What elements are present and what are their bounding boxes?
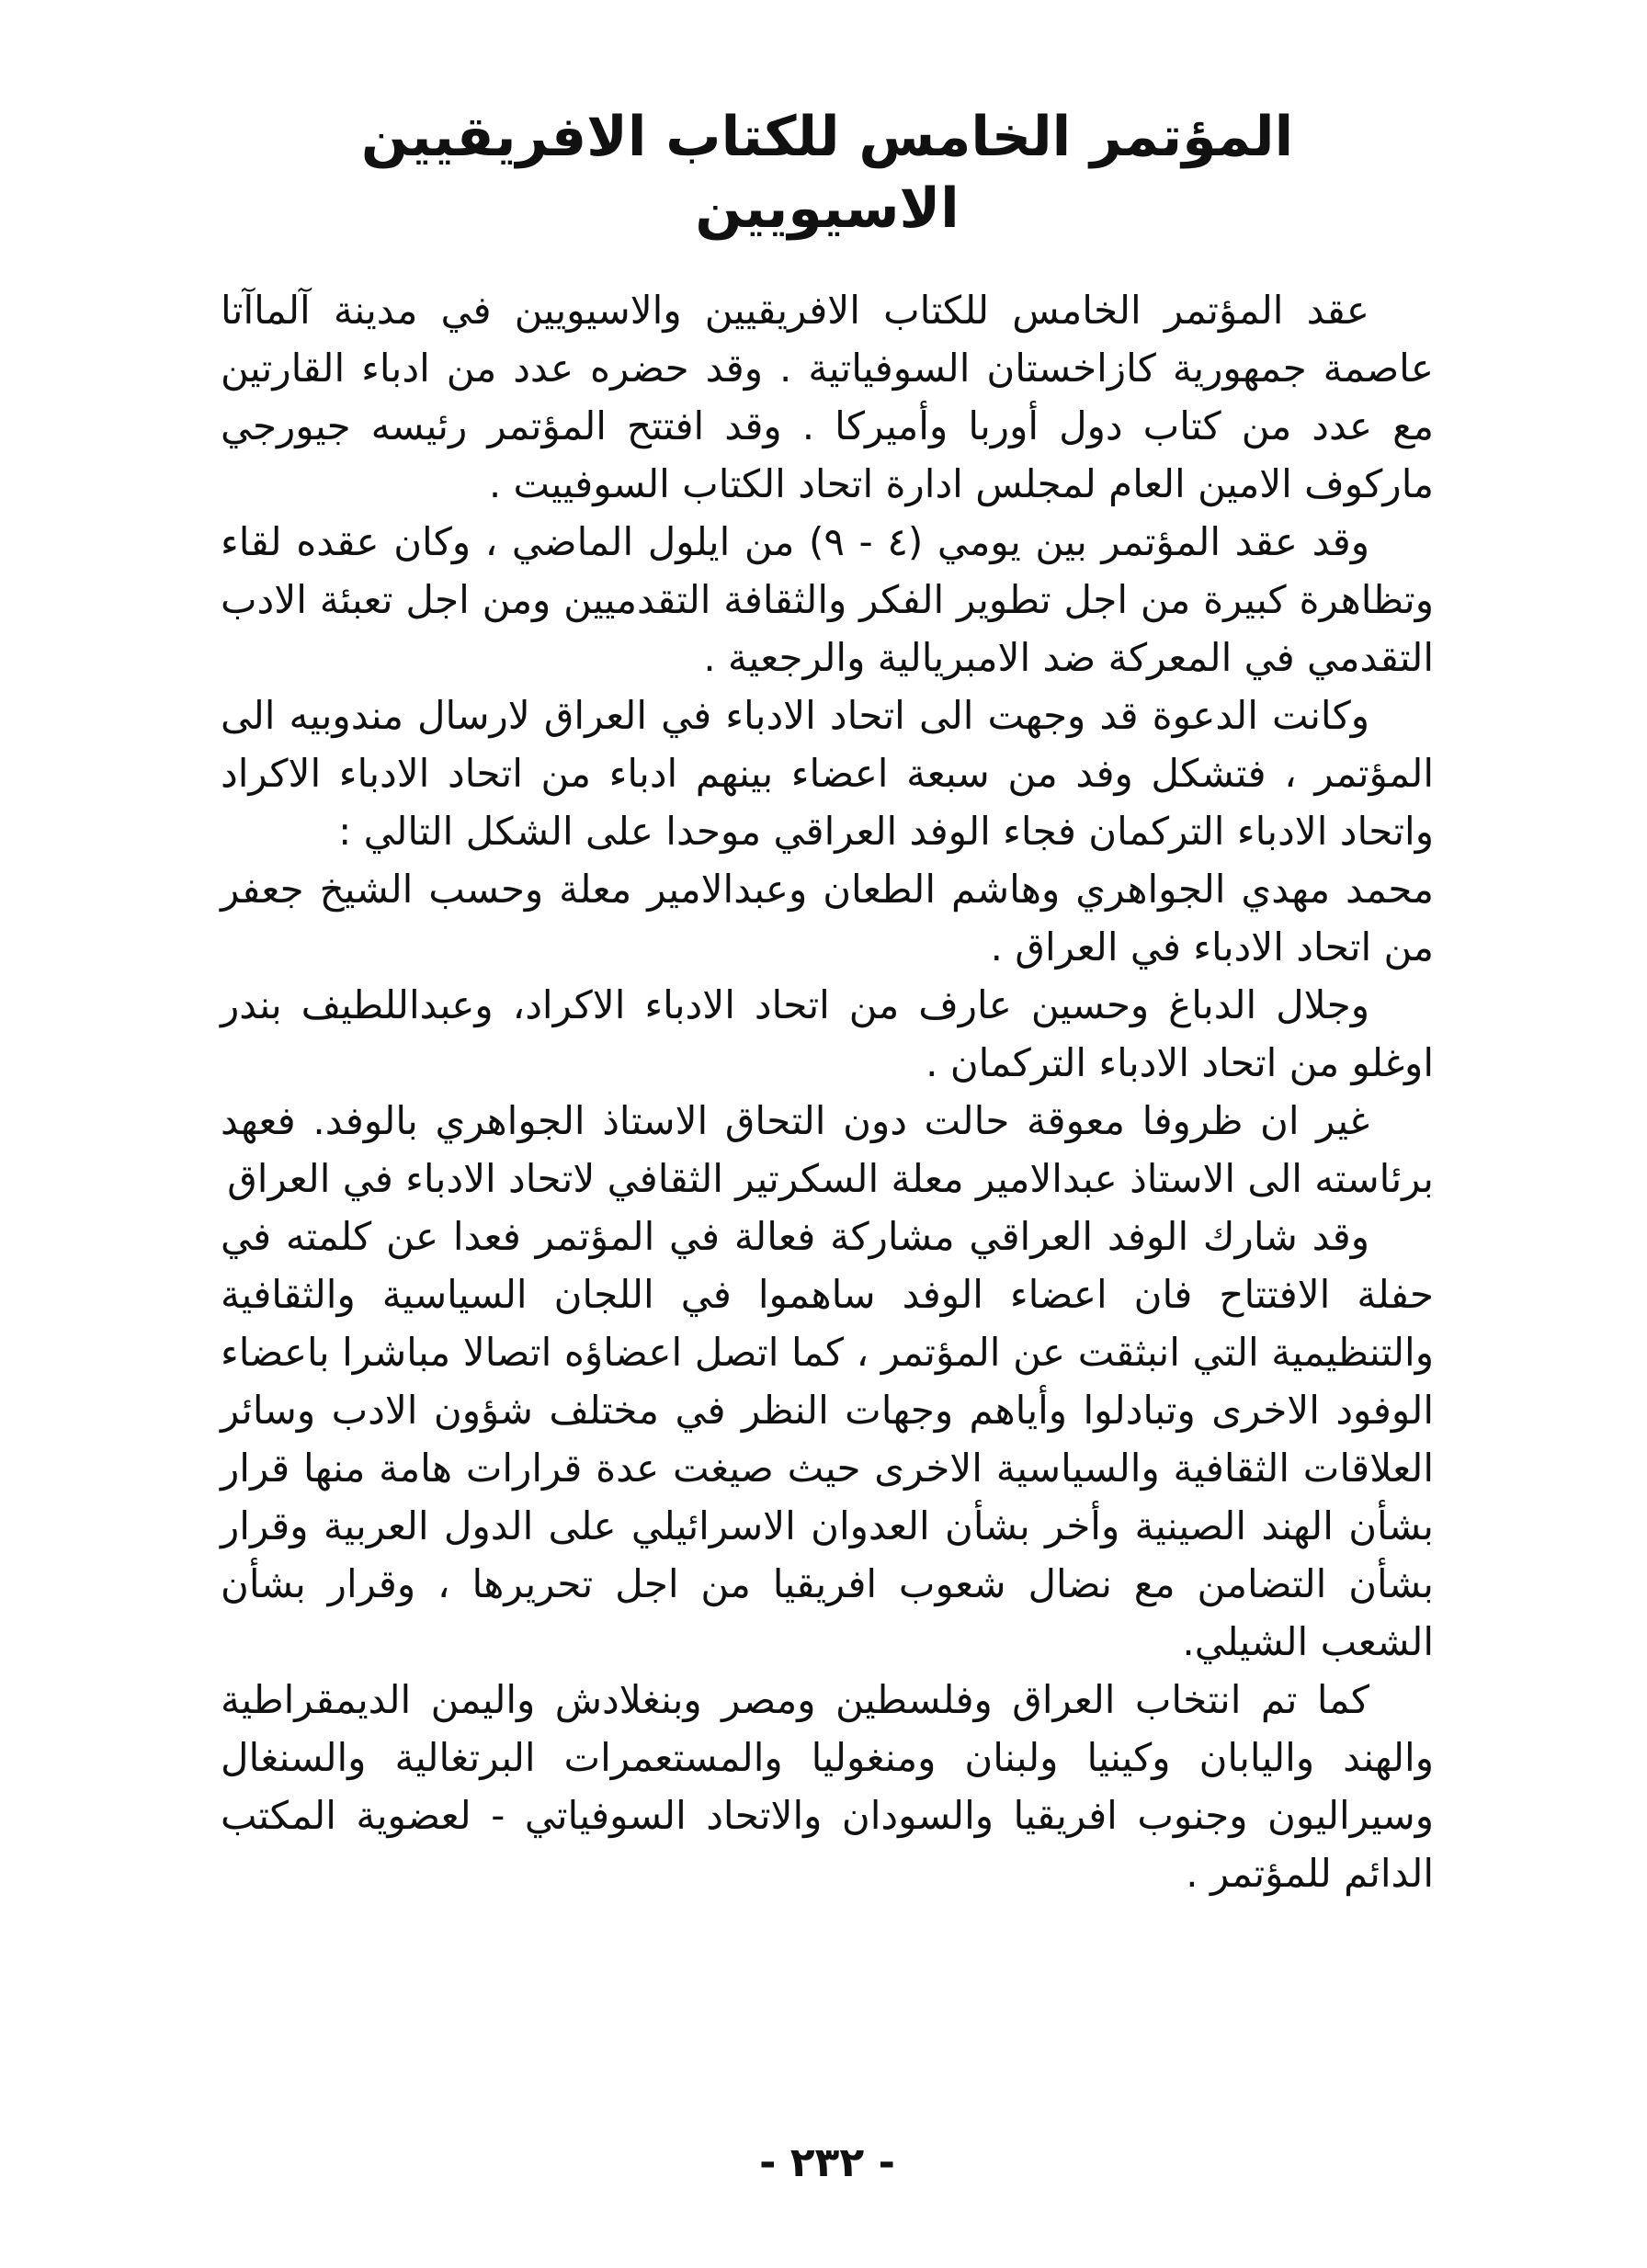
paragraph: وقد شارك الوفد العراقي مشاركة فعالة في المؤتمر فعدا عن كلمته في حفلة الافتتاح فان اعضاء الوفد ساهموا في اللجان السياسية والثقافية والتنظيمية التي انبثقت عن المؤتمر ، كما اتصل اعضاؤه اتصالا مباشرا باعضاء الوفود الاخرى وتبادلوا وأياهم وجهات النظر في مختلف شؤون الادب وسائر العلاقات الثقافية والسياسية الاخرى حيث صيغت عدة قرارات هامة منها قرار بشأن الهند الصينية وأخر بشأن العدوان الاسرائيلي على الدول العربية وقرار بشأن التضامن مع نضال شعوب افريقيا من اجل تحريرها ، وقرار بشأن الشعب الشيلي. xyxy=(221,1214,1434,1664)
article-body xyxy=(221,281,1434,1902)
paragraph: غير ان ظروفا معوقة حالت دون التحاق الاستاذ الجواهري بالوفد. فعهد برئاسته الى الاستاذ عبدالامير معلة السكرتير الثقافي لاتحاد الادباء في العراق xyxy=(221,1098,1434,1201)
article-title: المؤتمر الخامس للكتاب الافريقيين الاسيويين xyxy=(360,105,1294,241)
page-number: - ٢٣٢ - xyxy=(759,2139,895,2186)
document-page xyxy=(221,101,1434,2206)
paragraph: كما تم انتخاب العراق وفلسطين ومصر وبنغلادش واليمن الديمقراطية والهند واليابان وكينيا ولبنان ومنغوليا والمستعمرات البرتغالية والسنغال وسيراليون وجنوب افريقيا والسودان والاتحاد السوفياتي - لعضوية المكتب الدائم للمؤتمر . xyxy=(221,1677,1434,1896)
paragraph: عقد المؤتمر الخامس للكتاب الافريقيين والاسيويين في مدينة آلماآتا عاصمة جمهورية كازاخستان السوفياتية . وقد حضره عدد من ادباء القارتين مع عدد من كتاب دول أوربا وأميركا . وقد افتتح المؤتمر رئيسه جيورجي ماركوف الامين العام لمجلس ادارة اتحاد الكتاب السوفييت . xyxy=(221,288,1434,506)
paragraph: وجلال الدباغ وحسين عارف من اتحاد الادباء الاكراد، وعبداللطيف بندر اوغلو من اتحاد الادباء التركمان . xyxy=(221,982,1434,1085)
paragraph: محمد مهدي الجواهري وهاشم الطعان وعبدالامير معلة وحسب الشيخ جعفر من اتحاد الادباء في العراق . xyxy=(221,867,1434,970)
paragraph: وقد عقد المؤتمر بين يومي (٤ - ٩) من ايلول الماضي ، وكان عقده لقاء وتظاهرة كبيرة من اجل تطوير الفكر والثقافة التقدميين ومن اجل تعبئة الادب التقدمي في المعركة ضد الامبريالية والرجعية . xyxy=(221,519,1434,680)
paragraph: وكانت الدعوة قد وجهت الى اتحاد الادباء في العراق لارسال مندوبيه الى المؤتمر ، فتشكل وفد من سبعة اعضاء بينهم ادباء من اتحاد الادباء الاكراد واتحاد الادباء التركمان فجاء الوفد العراقي موحدا على الشكل التالي : xyxy=(221,693,1434,854)
